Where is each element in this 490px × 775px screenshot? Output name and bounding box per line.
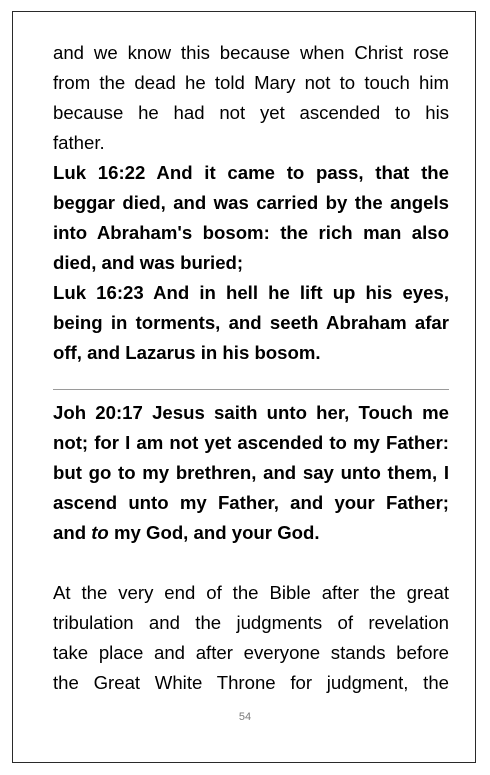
text-line: father. xyxy=(53,132,105,153)
page xyxy=(12,11,476,763)
scripture-verse-john-20-17 xyxy=(53,398,449,548)
verse-line: Luk 16:23 And in hell he lift up his eyes, xyxy=(53,282,449,303)
body-paragraph xyxy=(53,578,449,698)
verse-line: but go to my brethren, and say unto them, I xyxy=(53,462,449,483)
text-line: the Great White Throne for judgment, the xyxy=(53,672,449,693)
verse-text: and xyxy=(53,522,92,543)
verse-line: into Abraham's bosom: the rich man also xyxy=(53,222,449,243)
verse-line: Joh 20:17 Jesus saith unto her, Touch me xyxy=(53,402,449,423)
verse-line xyxy=(53,518,449,548)
verse-line: beggar died, and was carried by the angels xyxy=(53,192,449,213)
text-line: take place and after everyone stands before xyxy=(53,642,449,663)
verse-line: being in torments, and seeth Abraham afar xyxy=(53,312,449,333)
text-line: At the very end of the Bible after the great xyxy=(53,582,449,603)
verse-line: Luk 16:22 And it came to pass, that the xyxy=(53,162,449,183)
verse-line: died, and was buried; xyxy=(53,252,244,273)
text-line: because he had not yet ascended to his xyxy=(53,102,449,123)
italic-word: to xyxy=(91,522,109,543)
page-number: 54 xyxy=(238,711,252,723)
text-line: tribulation and the judgments of revelation xyxy=(53,612,449,633)
text-line: and we know this because when Christ rose xyxy=(53,42,449,63)
scripture-verse-luke-16-22 xyxy=(53,158,449,278)
text-line: from the dead he told Mary not to touch him xyxy=(53,72,449,93)
body-paragraph xyxy=(53,38,449,158)
scripture-verse-luke-16-23 xyxy=(53,278,449,368)
verse-line: ascend unto my Father, and your Father; xyxy=(53,492,449,513)
verse-line: off, and Lazarus in his bosom. xyxy=(53,342,321,363)
horizontal-divider xyxy=(53,389,449,390)
verse-text: my God, and your God. xyxy=(108,522,320,543)
verse-line: not; for I am not yet ascended to my Father: xyxy=(53,432,449,453)
